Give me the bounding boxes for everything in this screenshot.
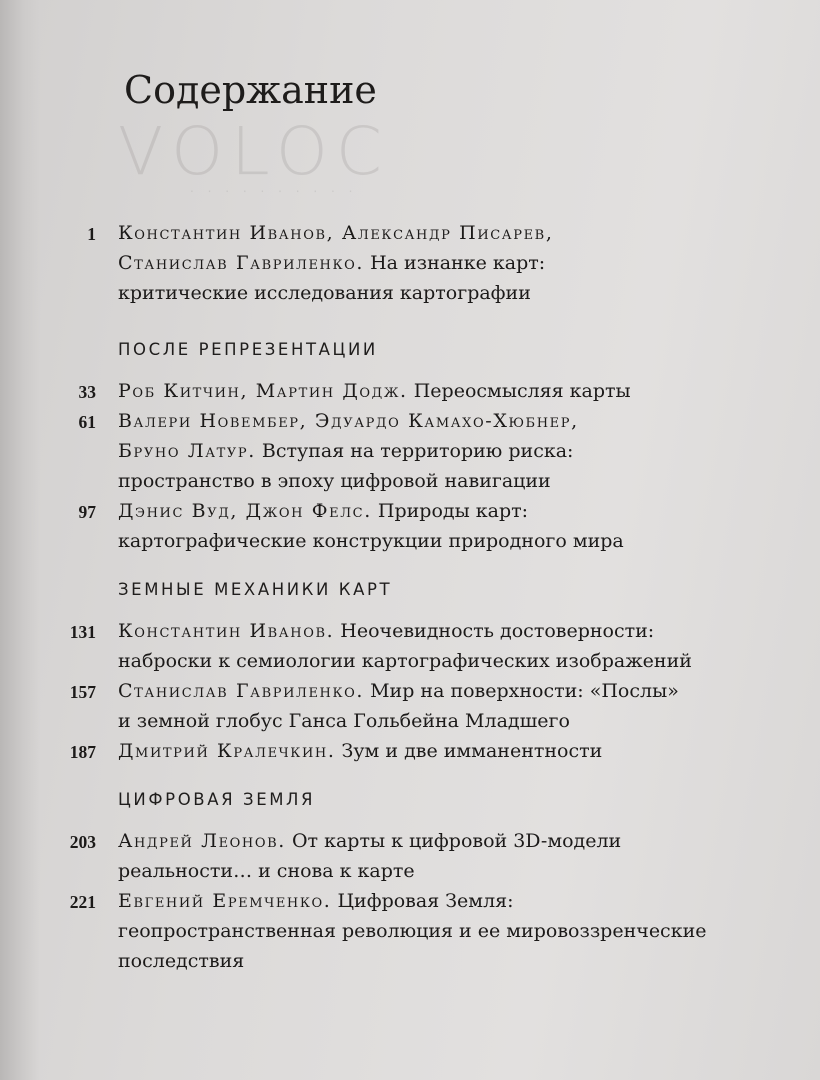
page-number: 157 — [69, 682, 96, 702]
section-heading: ПОСЛЕ РЕПРЕЗЕНТАЦИИ — [118, 340, 378, 359]
entry-authors: Дмитрий Кралечкин. — [118, 740, 336, 762]
entry-title: На изнанке карт: — [364, 252, 546, 274]
page-title: Содержание — [124, 68, 377, 112]
entry-text — [118, 826, 718, 886]
entry-title: реальности… и снова к карте — [118, 860, 415, 882]
page-number: 61 — [78, 412, 96, 432]
page-number: 221 — [69, 892, 96, 912]
entry-title: пространство в эпоху цифровой навигации — [118, 470, 551, 492]
entry-title: критические исследования картографии — [118, 282, 531, 304]
entry-authors: Константин Иванов. — [118, 620, 335, 642]
entry-title: наброски к семиологии картографических изображений — [118, 650, 692, 672]
entry-text — [118, 616, 718, 676]
entry-title: Мир на поверхности: «Послы» — [364, 680, 679, 702]
page-number: 33 — [78, 382, 96, 402]
section-heading: ЗЕМНЫЕ МЕХАНИКИ КАРТ — [118, 580, 393, 599]
entry-authors: Евгений Еремченко. — [118, 890, 332, 912]
entry-text — [118, 736, 718, 766]
entry-authors: Станислав Гавриленко. — [118, 252, 365, 274]
entry-text — [118, 886, 718, 976]
entry-text — [118, 406, 718, 496]
entry-authors: Константин Иванов, Александр Писарев, — [118, 222, 554, 244]
bleed-through-subtitle: · · · · · · · · · · — [190, 184, 358, 198]
entry-title: последствия — [118, 950, 245, 972]
entry-title: Природы карт: — [371, 500, 529, 522]
entry-text — [118, 496, 718, 556]
entry-title: От карты к цифровой 3D-модели — [285, 830, 622, 852]
entry-title: картографические конструкции природного мира — [118, 530, 624, 552]
entry-authors: Роб Китчин, Мартин Додж. — [118, 380, 408, 402]
page-number: 187 — [69, 742, 96, 762]
entry-title: Неочевидность достоверности: — [334, 620, 655, 642]
entry-title: и земной глобус Ганса Гольбейна Младшего — [118, 710, 570, 732]
bleed-through-logo: ΛΟΓΟC — [118, 110, 390, 187]
entry-authors: Бруно Латур. — [118, 440, 256, 462]
entry-authors: Станислав Гавриленко. — [118, 680, 365, 702]
page-number: 1 — [87, 224, 96, 244]
entry-authors: Андрей Леонов. — [118, 830, 286, 852]
entry-text — [118, 218, 718, 308]
entry-title: Переосмысляя карты — [407, 380, 631, 402]
entry-text — [118, 676, 718, 736]
entry-authors: Валери Новембер, Эдуардо Камахо-Хюбнер, — [118, 410, 579, 432]
entry-title: геопространственная революция и ее мировоззренческие — [118, 920, 707, 942]
entry-title: Зум и две имманентности — [335, 740, 603, 762]
page-number: 97 — [78, 502, 96, 522]
entry-title: Вступая на территорию риска: — [255, 440, 574, 462]
entry-authors: Дэнис Вуд, Джон Фелс. — [118, 500, 372, 522]
section-heading: ЦИФРОВАЯ ЗЕМЛЯ — [118, 790, 316, 809]
entry-text — [118, 376, 718, 406]
page-number: 131 — [69, 622, 96, 642]
entry-title: Цифровая Земля: — [331, 890, 514, 912]
page-number: 203 — [69, 832, 96, 852]
